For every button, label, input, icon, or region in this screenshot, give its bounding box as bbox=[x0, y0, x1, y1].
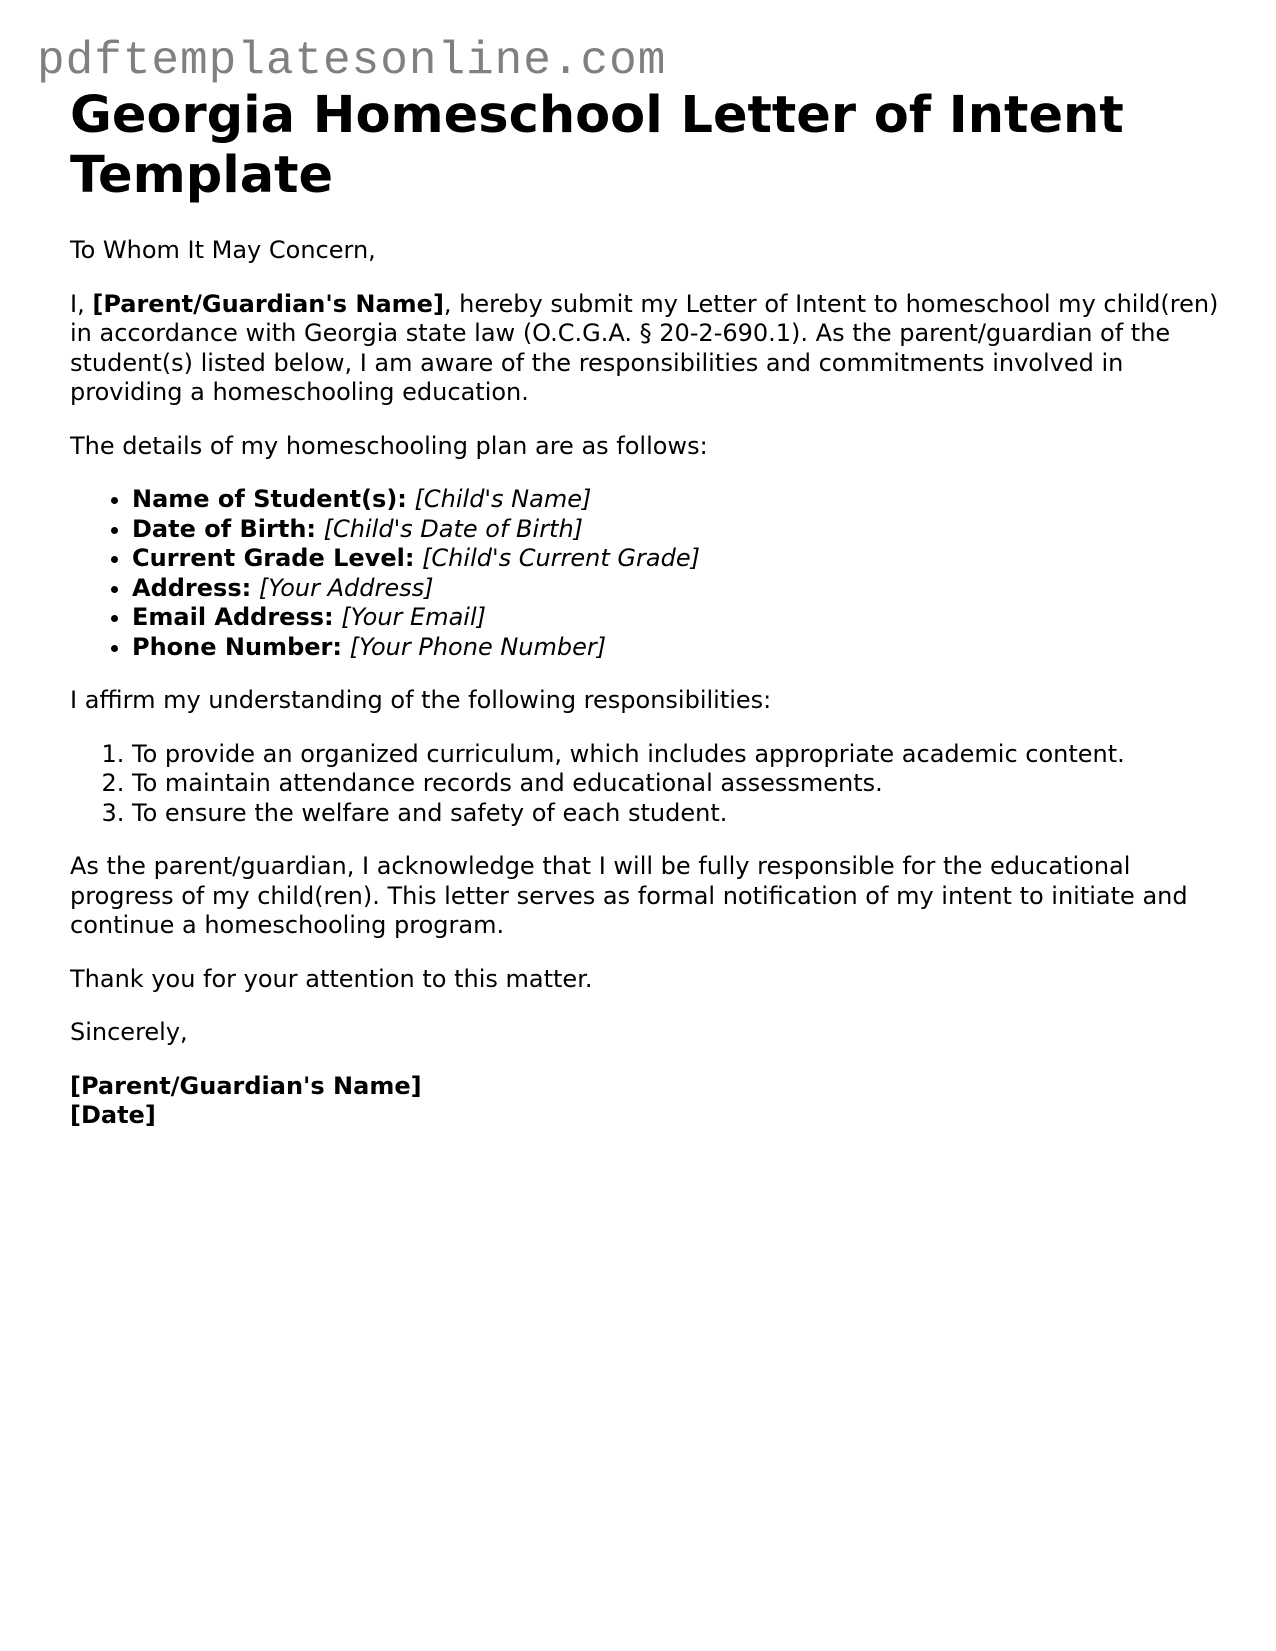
salutation: To Whom It May Concern, bbox=[70, 236, 376, 264]
acknowledgement-paragraph: As the parent/guardian, I acknowledge that I will be fully responsible for the educational progress of my child(ren). This letter serves as formal notification of my intent to initiate and continue a homeschooling program. bbox=[70, 852, 1188, 939]
parent-name-placeholder: [Parent/Guardian's Name] bbox=[92, 289, 444, 318]
detail-value: [Child's Date of Birth] bbox=[323, 514, 584, 543]
detail-item-student-name bbox=[132, 485, 1220, 515]
detail-label: Email Address: bbox=[132, 603, 334, 631]
letter-document bbox=[70, 86, 1220, 1131]
document-title: Georgia Homeschool Letter of Intent Template bbox=[70, 86, 1124, 205]
responsibility-item: 2. To maintain attendance records and educational assessments. bbox=[132, 769, 1220, 799]
thanks-line: Thank you for your attention to this matter. bbox=[70, 964, 593, 993]
details-list bbox=[70, 485, 1220, 662]
detail-value: [Your Address] bbox=[258, 573, 434, 602]
intro-paragraph bbox=[70, 290, 1220, 408]
detail-item-email bbox=[132, 603, 1220, 633]
responsibilities-intro: I affirm my understanding of the following responsibilities: bbox=[70, 686, 772, 714]
detail-label: Address: bbox=[132, 573, 252, 602]
responsibility-item: 3. To ensure the welfare and safety of each student. bbox=[132, 799, 1220, 829]
detail-label: Current Grade Level: bbox=[132, 544, 415, 572]
detail-value: [Your Phone Number] bbox=[349, 632, 607, 661]
detail-item-phone bbox=[132, 633, 1220, 663]
signature-block bbox=[70, 1072, 1220, 1131]
detail-value: [Child's Current Grade] bbox=[422, 544, 700, 572]
detail-value: [Child's Name] bbox=[414, 485, 592, 513]
detail-label: Phone Number: bbox=[132, 632, 342, 661]
signature-date: [Date] bbox=[70, 1101, 156, 1129]
detail-item-address bbox=[132, 574, 1220, 604]
responsibilities-list bbox=[70, 740, 1220, 829]
detail-value: [Your Email] bbox=[341, 603, 486, 631]
signature-name: [Parent/Guardian's Name] bbox=[70, 1071, 422, 1100]
site-watermark: pdftemplatesonline.com bbox=[37, 35, 667, 87]
intro-text: , hereby submit my Letter of Intent to homeschool my child(ren) in accordance with Georgia state law (O.C.G.A. § 20-2-690.1). As the parent/guardian of the student(s) listed below, I am aware of the responsibilities and commitments involved in providing a homeschooling education. bbox=[70, 289, 1219, 406]
responsibility-item: 1. To provide an organized curriculum, which includes appropriate academic content. bbox=[132, 740, 1220, 770]
detail-label: Name of Student(s): bbox=[132, 485, 407, 513]
closing: Sincerely, bbox=[70, 1018, 188, 1046]
detail-label: Date of Birth: bbox=[132, 514, 317, 543]
details-intro: The details of my homeschooling plan are as follows: bbox=[70, 431, 708, 460]
detail-item-date-of-birth bbox=[132, 515, 1220, 545]
detail-item-grade-level bbox=[132, 544, 1220, 574]
intro-prefix: I, bbox=[70, 289, 93, 318]
